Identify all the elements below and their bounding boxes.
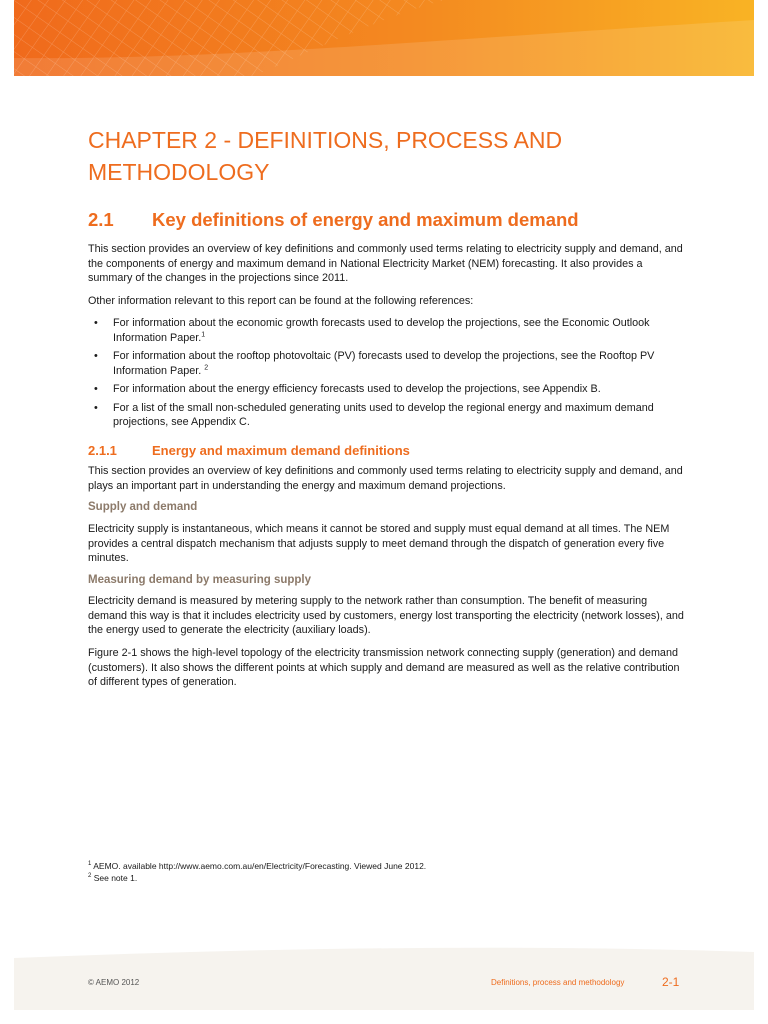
footer-section-name: Definitions, process and methodology — [491, 978, 625, 987]
list-item-text: For information about the economic growth forecasts used to develop the projections, see the Economic Outlook Information Paper. — [113, 317, 650, 344]
list-item — [88, 349, 688, 378]
footer-copyright: © AEMO 2012 — [88, 978, 140, 987]
references-intro: Other information relevant to this report can be found at the following references: — [88, 295, 474, 307]
footnote-ref: 2 — [204, 363, 209, 371]
section-title: Energy and maximum demand definitions — [152, 443, 410, 458]
supply-demand-text: Electricity supply is instantaneous, which means it cannot be stored and supply must equal demand at all times. The NEM provides a central dispatch mechanism that adjusts supply to meet demand through the dispatch of generation every five minutes. — [88, 523, 670, 564]
bullet-icon: • — [94, 350, 98, 362]
page-number: 2-1 — [662, 975, 680, 989]
section-number: 2.1.1 — [88, 443, 117, 458]
section-2-1-1-intro: This section provides an overview of key definitions and commonly used terms relating to electricity supply and demand, and plays an important part in understanding the energy and maximum demand projections. — [88, 465, 683, 492]
footnote — [88, 861, 688, 873]
list-item — [88, 401, 688, 430]
footnote-text: AEMO. available http://www.aemo.com.au/en/Electricity/Forecasting. Viewed June 2012. — [91, 861, 427, 871]
chapter-title: CHAPTER 2 - DEFINITIONS, PROCESS AND METHODOLOGY — [88, 127, 563, 185]
footnote-mark: 2 — [88, 872, 92, 879]
list-item-text: For information about the energy efficiency forecasts used to develop the projections, see Appendix B. — [113, 383, 601, 395]
bullet-icon: • — [94, 401, 98, 414]
footnote-text: See note 1. — [91, 872, 138, 883]
footnote-ref: 1 — [201, 330, 206, 338]
measuring-demand-heading: Measuring demand by measuring supply — [88, 574, 312, 586]
supply-demand-heading: Supply and demand — [88, 501, 198, 513]
footnotes — [88, 861, 688, 884]
list-item-text: For a list of the small non-scheduled generating units used to develop the regional energy and maximum demand projections, see Appendix C. — [113, 401, 654, 428]
header-banner — [14, 0, 754, 76]
footer-band — [14, 944, 754, 1010]
footnote-mark: 1 — [88, 861, 92, 868]
section-2-1-heading — [88, 209, 708, 231]
bullet-icon: • — [94, 317, 98, 329]
list-item — [88, 382, 688, 397]
measuring-demand-text: Electricity demand is measured by metering supply to the network rather than consumption. The benefit of measuring demand this way is that it includes electricity used by customers, energy lost transporting the electricity (network losses), and the energy used to generate the electricity (auxiliary loads). — [88, 595, 684, 636]
list-item — [88, 316, 688, 345]
section-number: 2.1 — [88, 209, 114, 230]
footnote — [88, 873, 688, 885]
list-item-text: For information about the rooftop photovoltaic (PV) forecasts used to develop the projections, see the Rooftop PV Information Paper. — [113, 350, 655, 377]
bullet-icon: • — [94, 383, 98, 395]
section-title: Key definitions of energy and maximum demand — [152, 209, 579, 230]
reference-list — [88, 316, 688, 434]
section-2-1-intro: This section provides an overview of key definitions and commonly used terms relating to electricity supply and demand, and the components of energy and maximum demand in National Electricity Market (NEM) forecasting. It also provides a summary of the changes in the projections since 2011. — [88, 243, 683, 284]
figure-reference-text: Figure 2-1 shows the high-level topology of the electricity transmission network connecting supply (generation) and demand (customers). It also shows the different points at which supply and demand are measured as well as the relative contribution of different types of generation. — [88, 647, 680, 688]
section-2-1-1-heading — [88, 443, 708, 458]
